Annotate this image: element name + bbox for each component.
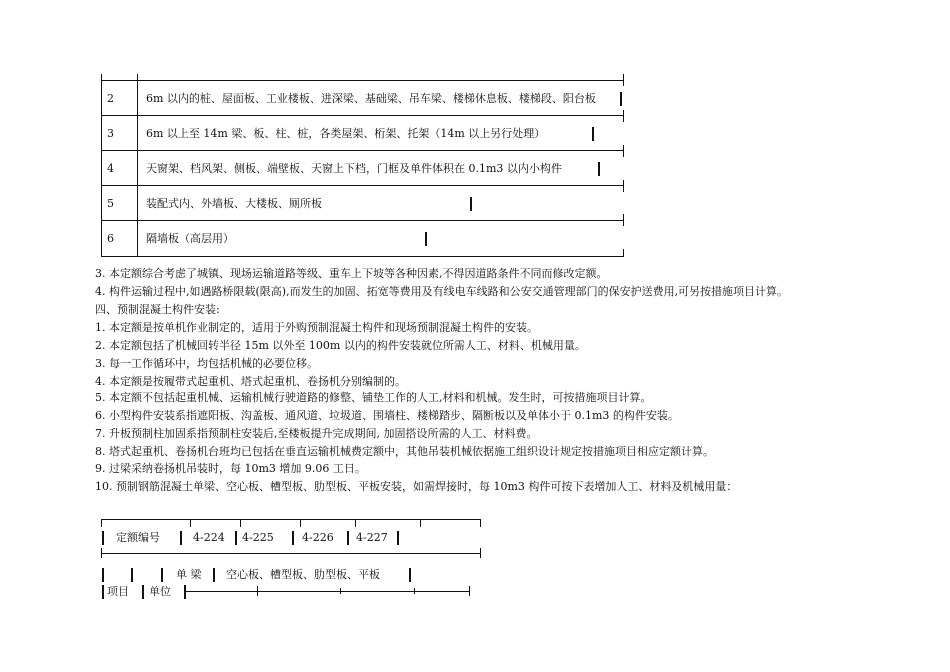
- table-rule: [101, 115, 624, 116]
- cell-bar: [102, 585, 104, 599]
- cell-bar: [102, 531, 104, 545]
- table-row-text: 6m 以上至 14m 梁、板、柱、桩，各类屋架、桁架、托架（14m 以上另行处理）: [146, 127, 546, 140]
- table-left-border: [101, 74, 102, 257]
- paragraph: 7. 升板预制柱加固系指预制柱安装后,至楼板提升完成期间, 加固搭设所需的人工、材料费。: [95, 427, 538, 440]
- table-rule: [101, 185, 624, 186]
- cell-bar: [102, 568, 104, 582]
- quota-code: 4-225: [242, 531, 274, 544]
- cell-bar: [180, 531, 182, 545]
- table-rule: [101, 220, 624, 221]
- table-rule: [185, 591, 470, 592]
- table-tick: [414, 588, 415, 594]
- paragraph: 9. 过梁采纳卷扬机吊装时，每 10m3 增加 9.06 工日。: [95, 462, 366, 475]
- item-label: 项目: [107, 585, 129, 598]
- row-end-bar: [470, 197, 472, 211]
- table-tick: [340, 588, 341, 594]
- cell-bar: [292, 531, 294, 545]
- cell-bar: [235, 531, 237, 545]
- table-tick: [469, 586, 470, 596]
- quota-code: 4-226: [302, 531, 334, 544]
- table-row-number: 6: [107, 232, 114, 245]
- table-tick: [101, 548, 102, 558]
- paragraph: 10. 预制钢筋混凝土单梁、空心板、槽型板、肋型板、平板安装，如需焊接时，每 10m3 构件可按下表增加人工、材料及机械用量：: [95, 480, 738, 493]
- table-row-text: 装配式内、外墙板、大楼板、厕所板: [146, 197, 322, 210]
- table-tick: [623, 180, 624, 192]
- section-heading: 四、预制混凝土构件安装:: [95, 303, 220, 316]
- cell-bar: [409, 568, 411, 582]
- paragraph: 8. 塔式起重机、卷扬机台班均已包括在垂直运输机械费定额中，其他吊装机械依据施工组织设计规定按措施项目相应定额计算。: [95, 445, 714, 458]
- row-end-bar: [598, 162, 600, 176]
- table-tick: [101, 519, 102, 527]
- quota-code: 4-227: [356, 531, 388, 544]
- table-tick: [623, 74, 624, 86]
- table-row-text: 隔墙板（高层用）: [146, 232, 234, 245]
- table-row-number: 5: [107, 197, 114, 210]
- table-row-number: 2: [107, 92, 114, 105]
- table-tick: [480, 519, 481, 527]
- table-tick: [190, 519, 191, 527]
- table-tick: [623, 145, 624, 157]
- table-row-text: 6m 以内的桩、屋面板、工业楼板、进深梁、基础梁、吊车梁、楼梯休息板、楼梯段、阳台板: [146, 92, 596, 105]
- table-tick: [300, 519, 301, 527]
- table-tick: [420, 519, 421, 527]
- cell-bar: [184, 585, 186, 599]
- quota-code: 4-224: [193, 531, 225, 544]
- table-rule: [101, 80, 624, 81]
- cell-bar: [161, 568, 163, 582]
- cell-bar: [131, 568, 133, 582]
- table-tick: [257, 586, 258, 596]
- paragraph: 3. 每一工作循环中，均包括机械的必要位移。: [95, 357, 318, 370]
- table-tick: [623, 110, 624, 122]
- table-col-divider: [137, 74, 138, 257]
- row-end-bar: [592, 127, 594, 141]
- row-end-bar: [620, 92, 622, 106]
- cell-bar: [397, 531, 399, 545]
- table-tick: [623, 249, 624, 257]
- cell-bar: [142, 585, 144, 599]
- table-tick: [623, 214, 624, 226]
- table-tick: [480, 548, 481, 558]
- row-end-bar: [425, 232, 427, 246]
- table-rule: [101, 256, 624, 257]
- table-rule: [101, 519, 481, 520]
- table-row-number: 3: [107, 127, 114, 140]
- paragraph: 6. 小型构件安装系指遮阳板、沟盖板、通风道、垃圾道、围墙柱、楼梯踏步、隔断板以及单体小于 0.1m3 的构件安装。: [95, 409, 679, 422]
- table-row-number: 4: [107, 162, 114, 175]
- group-label-single-beam: 单 梁: [176, 568, 202, 581]
- table-rule: [101, 150, 624, 151]
- table-row-text: 天窗架、档风架、侧板、端壁板、天窗上下档，门框及单件体积在 0.1m3 以内小构件: [146, 162, 562, 175]
- cell-bar: [347, 531, 349, 545]
- table-tick: [355, 519, 356, 527]
- paragraph: 5. 本定额不包括起重机械、运输机械行驶道路的修整、铺垫工作的人工,材料和机械。发生时，可按措施项目计算。: [95, 391, 652, 404]
- unit-label: 单位: [149, 585, 171, 598]
- group-label-slabs: 空心板、槽型板、肋型板、平板: [226, 568, 380, 581]
- paragraph: 2. 本定额包括了机械回转半径 15m 以外至 100m 以内的构件安装就位所需人工、材料、机械用量。: [95, 339, 586, 352]
- paragraph: 3. 本定额综合考虑了城镇、现场运输道路等级、重车上下坡等各种因素,不得因道路条件不同而修改定额。: [95, 267, 608, 280]
- cell-bar: [213, 568, 215, 582]
- paragraph: 4. 构件运输过程中,如遇路桥限载(限高),而发生的加固、拓宽等费用及有线电车线路和公安交通管理部门的保安护送费用,可另按措施项目计算。: [95, 285, 789, 298]
- table-tick: [240, 519, 241, 527]
- table-rule: [101, 553, 481, 554]
- paragraph: 1. 本定额是按单机作业制定的，适用于外购预制混凝土构件和现场预制混凝土构件的安装。: [95, 321, 538, 334]
- paragraph: 4. 本定额是按履带式起重机、塔式起重机、卷扬机分别编制的。: [95, 375, 406, 388]
- quota-code-label: 定额编号: [116, 531, 160, 544]
